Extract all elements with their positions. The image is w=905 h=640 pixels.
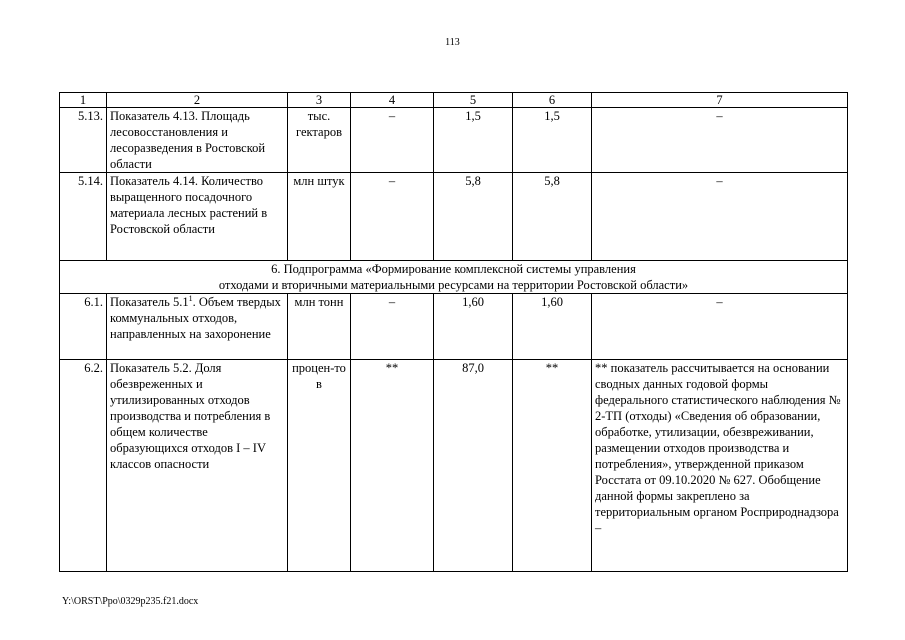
header-cell: 5: [434, 93, 513, 108]
row-number: 5.14.: [60, 173, 107, 261]
header-cell: 1: [60, 93, 107, 108]
value-cell: –: [351, 173, 434, 261]
row-number: 5.13.: [60, 108, 107, 173]
unit-cell: млн тонн: [288, 294, 351, 360]
value-cell: 5,8: [513, 173, 592, 261]
row-number: 6.2.: [60, 360, 107, 572]
indicators-table: [59, 92, 848, 572]
value-cell: 1,60: [513, 294, 592, 360]
table-row: [60, 173, 848, 261]
value-cell: 1,60: [434, 294, 513, 360]
indicator-name-text: . Объем твердых коммунальных отходов, направленных на захоронение: [110, 295, 281, 341]
header-cell: 2: [107, 93, 288, 108]
unit-cell: процен-тов: [288, 360, 351, 572]
header-cell: 4: [351, 93, 434, 108]
header-cell: 7: [592, 93, 848, 108]
value-cell: **: [351, 360, 434, 572]
value-cell: 1,5: [434, 108, 513, 173]
table-header-row: [60, 93, 848, 108]
footnote-mark: 1: [188, 293, 193, 303]
indicator-name: [107, 294, 288, 360]
indicator-name-text: Показатель 5.1: [110, 295, 189, 309]
section-title-line: 6. Подпрограмма «Формирование комплексной системы управления: [271, 262, 636, 276]
note-cell: ** показатель рассчитывается на основании сводных данных годовой формы федерального статистического наблюдения № 2-ТП (отходы) «Сведения об образовании, обработке, утилизации, обезвреживании, размещении отходов производства и потребления», утвержденной приказом Росстата от 09.10.2020 № 627. Обобщение данной формы закреплено за территориальным органом Росприроднадзора –: [592, 360, 848, 572]
indicator-name: Показатель 5.2. Доля обезвреженных и утилизированных отходов производства и потребления в общем количестве образующихся отходов I – IV классов опасности: [107, 360, 288, 572]
row-number: 6.1.: [60, 294, 107, 360]
footer-file-path: Y:\ORST\Ppo\0329p235.f21.docx: [62, 596, 199, 607]
unit-cell: тыс. гектаров: [288, 108, 351, 173]
indicator-name: Показатель 4.13. Площадь лесовосстановления и лесоразведения в Ростовской области: [107, 108, 288, 173]
header-cell: 6: [513, 93, 592, 108]
note-cell: –: [592, 173, 848, 261]
section-title-line: отходами и вторичными материальными ресурсами на территории Ростовской области»: [218, 278, 689, 292]
value-cell: –: [351, 108, 434, 173]
value-cell: **: [513, 360, 592, 572]
note-cell: –: [592, 108, 848, 173]
section-row: [60, 261, 848, 294]
value-cell: –: [351, 294, 434, 360]
value-cell: 1,5: [513, 108, 592, 173]
value-cell: 5,8: [434, 173, 513, 261]
note-cell: –: [592, 294, 848, 360]
unit-cell: млн штук: [288, 173, 351, 261]
section-title: [60, 261, 848, 294]
table-row: [60, 108, 848, 173]
value-cell: 87,0: [434, 360, 513, 572]
header-cell: 3: [288, 93, 351, 108]
table-row: [60, 294, 848, 360]
indicator-name: Показатель 4.14. Количество выращенного посадочного материала лесных растений в Ростовской области: [107, 173, 288, 261]
table-row: [60, 360, 848, 572]
page-number: 113: [445, 37, 460, 48]
